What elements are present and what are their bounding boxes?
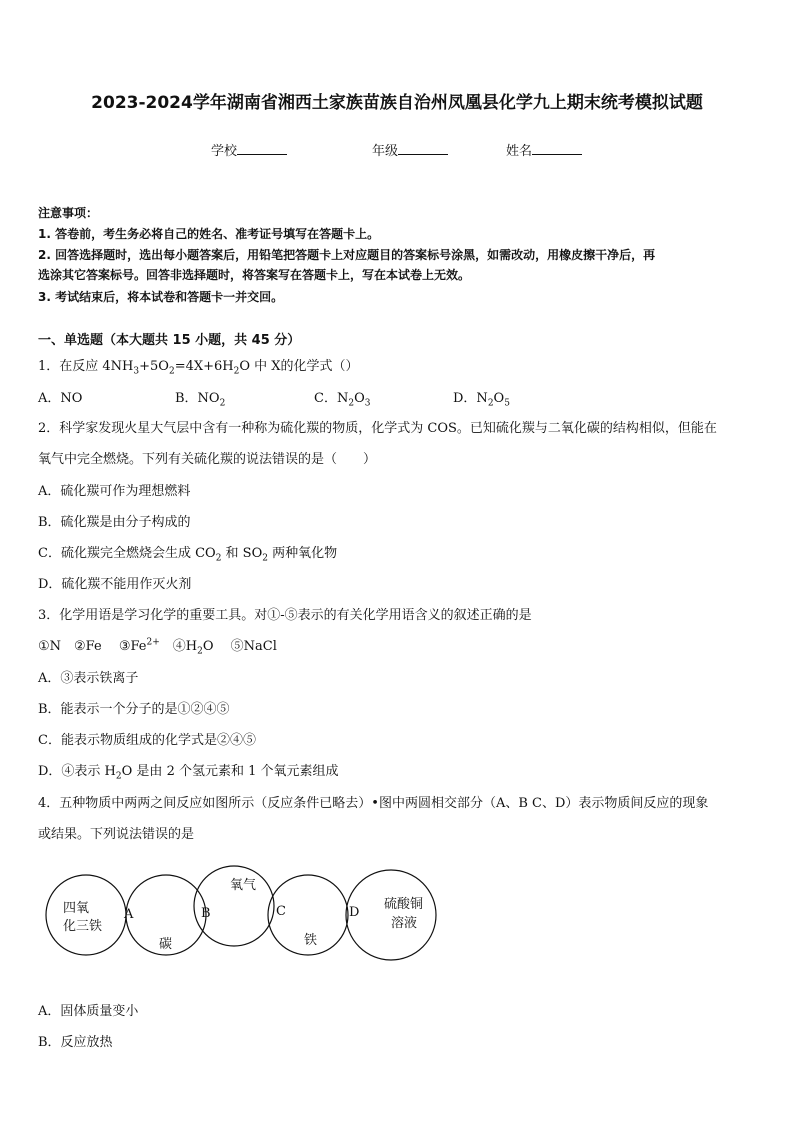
q2-option-d[interactable]: D．硫化羰不能用作灭火剂: [38, 577, 192, 592]
q2-option-c[interactable]: C．硫化羰完全燃烧会生成 $CO_2$ 和 $SO_2$ 两种氧化物: [38, 546, 338, 564]
q2-option-b[interactable]: B．硫化羰是由分子构成的: [38, 515, 191, 530]
note-2a: 2. 回答选择题时，选出每小题答案后，用铅笔把答题卡上对应题目的答案标号涂黑，如需改动，用橡皮擦干净后，再: [38, 248, 656, 262]
q1-option-a[interactable]: A．NO: [38, 391, 83, 406]
q4-option-b[interactable]: B．反应放热: [38, 1035, 113, 1050]
q2-stem-line2: 氧气中完全燃烧。下列有关硫化羰的说法错误的是（ ）: [38, 452, 377, 467]
school-field[interactable]: 学校: [211, 140, 287, 159]
q4-option-a[interactable]: A．固体质量变小: [38, 1004, 139, 1019]
q1-stem: 1．在反应 $4NH_3+5O_2=4X+6H_2O$ 中 X的化学式（）: [38, 359, 359, 377]
q3-option-a[interactable]: A．③表示铁离子: [38, 671, 139, 686]
q3-option-b[interactable]: B．能表示一个分子的是①②④⑤: [38, 702, 230, 717]
label-cuso4-a: 硫酸铜: [384, 897, 424, 912]
q3-option-d[interactable]: D．④表示 $H_2O$ 是由 2 个氢元素和 1 个氧元素组成: [38, 764, 339, 782]
label-iron: 铁: [304, 933, 318, 948]
note-2b: 选涂其它答案标号。回答非选择题时，将答案写在答题卡上，写在本试卷上无效。: [38, 268, 471, 282]
reaction-circles-diagram: [38, 855, 458, 975]
q4-stem-line2: 或结果。下列说法错误的是: [38, 827, 195, 842]
page-title: 2023-2024学年湖南省湘西土家族苗族自治州凤凰县化学九上期末统考模拟试题: [91, 93, 703, 113]
label-b: B: [201, 906, 211, 921]
label-carbon: 碳: [159, 937, 173, 952]
q3-items: ①N ②Fe $③Fe^{2+}$ $④H_2O$ ⑤NaCl: [38, 637, 277, 657]
label-c: C: [276, 904, 286, 919]
q1-option-b[interactable]: B．$NO_2$: [175, 391, 226, 409]
grade-field[interactable]: 年级: [372, 140, 448, 159]
label-fe3o4-a: 四氧: [63, 901, 90, 916]
section-heading: 一、单选题（本大题共 15 小题，共 45 分）: [38, 333, 301, 348]
label-d: D: [349, 905, 360, 920]
label-fe3o4-b: 化三铁: [63, 919, 103, 934]
name-field[interactable]: 姓名: [506, 140, 582, 159]
q1-option-d[interactable]: D．$N_2O_5$: [453, 391, 510, 409]
q3-option-c[interactable]: C．能表示物质组成的化学式是②④⑤: [38, 733, 256, 748]
q1-option-c[interactable]: C．$N_2O_3$: [314, 391, 371, 409]
label-oxygen: 氧气: [230, 878, 257, 893]
notes-heading: 注意事项：: [38, 206, 99, 220]
q3-stem: 3．化学用语是学习化学的重要工具。对①-⑤表示的有关化学用语含义的叙述正确的是: [38, 608, 532, 623]
label-a: A: [124, 907, 134, 922]
q4-stem-line1: 4．五种物质中两两之间反应如图所示（反应条件已略去）•图中两圆相交部分（A、B C、D）表示物质间反应的现象: [38, 796, 709, 811]
q2-option-a[interactable]: A．硫化羰可作为理想燃料: [38, 484, 191, 499]
note-3: 3. 考试结束后，将本试卷和答题卡一并交回。: [38, 290, 284, 304]
q2-stem-line1: 2．科学家发现火星大气层中含有一种称为硫化羰的物质，化学式为 COS。已知硫化羰与二氧化碳的结构相似，但能在: [38, 421, 717, 436]
label-cuso4-b: 溶液: [391, 916, 418, 931]
note-1: 1. 答卷前，考生务必将自己的姓名、准考证号填写在答题卡上。: [38, 227, 380, 241]
circle-cuso4: [346, 870, 436, 960]
